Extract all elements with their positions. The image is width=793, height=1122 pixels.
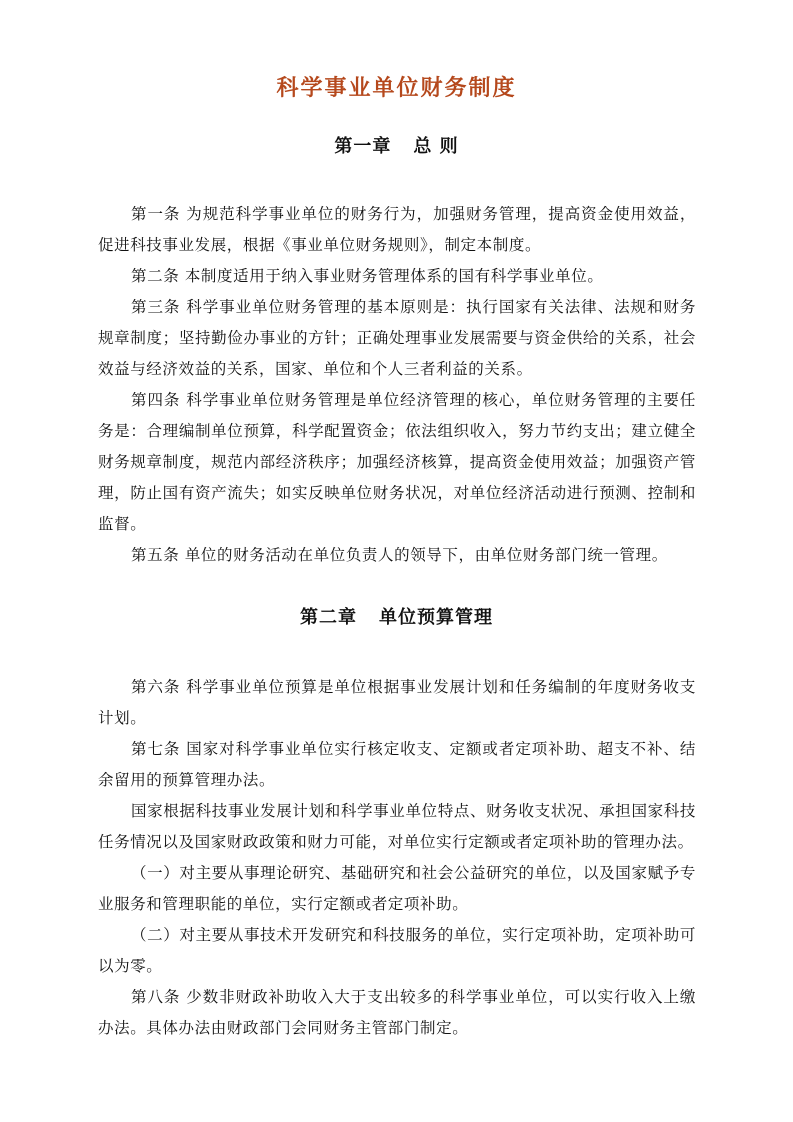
chapter-1-name: 总 则 <box>413 136 459 157</box>
article-7: 第七条 国家对科学事业单位实行核定收支、定额或者定项补助、超支不补、结余留用的预算管理办法。 <box>98 740 696 789</box>
article-3: 第三条 科学事业单位财务管理的基本原则是：执行国家有关法律、法规和财务规章制度；坚持勤俭办事业的方针；正确处理事业发展需要与资金供给的关系，社会效益与经济效益的关系，国家、单位和个人三者利益的关系。 <box>98 298 696 378</box>
chapter-1-number: 第一章 <box>334 136 392 157</box>
chapter-2-heading <box>0 605 793 631</box>
article-7-paragraph-2: 国家根据科技事业发展计划和科学事业单位特点、财务收支状况、承担国家科技任务情况以及国家财政政策和财力可能，对单位实行定额或者定项补助的管理办法。 <box>98 802 696 851</box>
document-title: 科学事业单位财务制度 <box>276 75 517 101</box>
article-6: 第六条 科学事业单位预算是单位根据事业发展计划和任务编制的年度财务收支计划。 <box>98 678 696 727</box>
article-8: 第八条 少数非财政补助收入大于支出较多的科学事业单位，可以实行收入上缴办法。具体办法由财政部门会同财务主管部门制定。 <box>98 988 696 1037</box>
article-7-item-1: （一）对主要从事理论研究、基础研究和社会公益研究的单位，以及国家赋予专业服务和管理职能的单位，实行定额或者定项补助。 <box>98 864 696 913</box>
article-7-item-2: （二）对主要从事技术开发研究和科技服务的单位，实行定项补助，定项补助可以为零。 <box>98 926 696 975</box>
article-2: 第二条 本制度适用于纳入事业财务管理体系的国有科学事业单位。 <box>131 267 604 285</box>
chapter-1-heading <box>0 134 793 160</box>
chapter-2-name: 单位预算管理 <box>379 607 493 628</box>
article-5: 第五条 单位的财务活动在单位负责人的领导下，由单位财务部门统一管理。 <box>131 546 668 564</box>
article-4: 第四条 科学事业单位财务管理是单位经济管理的核心，单位财务管理的主要任务是：合理编制单位预算，科学配置资金；依法组织收入，努力节约支出；建立健全财务规章制度，规范内部经济秩序；加强经济核算，提高资金使用效益；加强资产管理，防止国有资产流失；如实反映单位财务状况，对单位经济活动进行预测、控制和监督。 <box>98 391 696 533</box>
chapter-2-number: 第二章 <box>300 607 357 628</box>
article-1: 第一条 为规范科学事业单位的财务行为，加强财务管理，提高资金使用效益，促进科技事业发展，根据《事业单位财务规则》，制定本制度。 <box>98 205 696 254</box>
